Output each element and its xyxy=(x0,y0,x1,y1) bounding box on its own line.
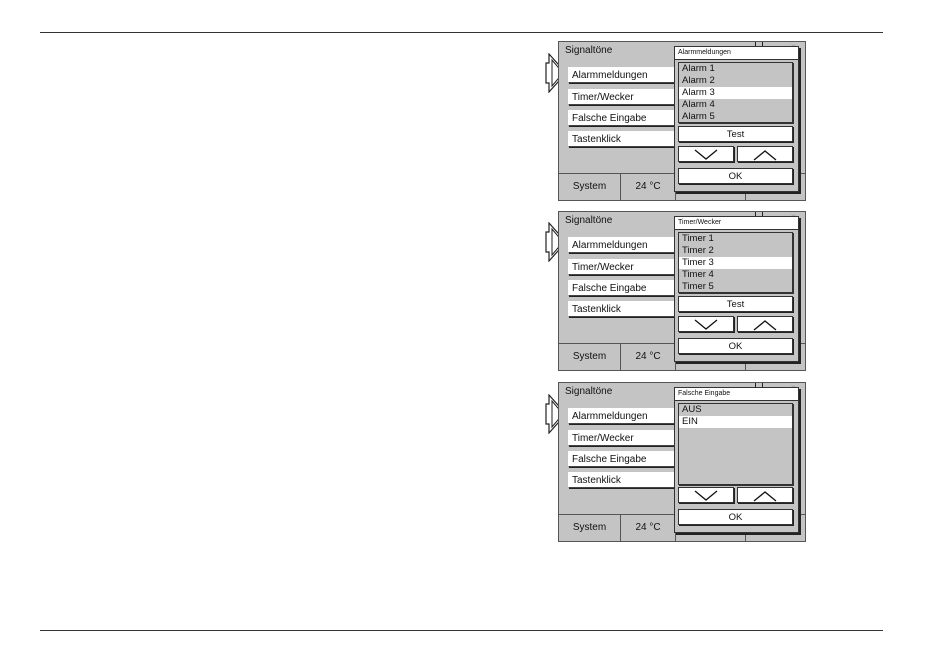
scroll-down-button[interactable] xyxy=(678,487,734,503)
device-screen xyxy=(558,211,806,371)
popup-dialog xyxy=(674,216,799,362)
status-temperature: 24 °C xyxy=(621,174,676,200)
bottom-rule xyxy=(40,630,883,631)
screen-title: Signaltöne xyxy=(565,45,613,56)
screen-title: Signaltöne xyxy=(565,386,613,397)
chevron-up-icon xyxy=(752,149,778,161)
chevron-down-icon xyxy=(693,319,719,331)
status-system[interactable]: System xyxy=(559,174,621,200)
status-system[interactable]: System xyxy=(559,515,621,541)
option-list xyxy=(678,232,793,293)
chevron-down-icon xyxy=(693,490,719,502)
dialog-title: Falsche Eingabe xyxy=(675,388,798,401)
screen-title: Signaltöne xyxy=(565,215,613,226)
status-system[interactable]: System xyxy=(559,344,621,370)
popup-dialog xyxy=(674,387,799,533)
chevron-up-icon xyxy=(752,319,778,331)
list-item[interactable]: Timer 3 xyxy=(679,257,792,269)
chevron-up-icon xyxy=(752,490,778,502)
list-item[interactable]: Timer 5 xyxy=(682,281,714,292)
list-item[interactable]: Alarm 2 xyxy=(682,75,715,86)
chevron-down-icon xyxy=(693,149,719,161)
ok-button[interactable]: OK xyxy=(678,168,793,184)
scroll-up-button[interactable] xyxy=(737,316,793,332)
option-list xyxy=(678,62,793,123)
list-item[interactable]: Timer 1 xyxy=(682,233,714,244)
scroll-up-button[interactable] xyxy=(737,487,793,503)
status-temperature: 24 °C xyxy=(621,344,676,370)
scroll-down-button[interactable] xyxy=(678,316,734,332)
list-item[interactable]: AUS xyxy=(682,404,702,415)
list-item[interactable]: EIN xyxy=(679,416,792,428)
list-item[interactable]: Timer 2 xyxy=(682,245,714,256)
menu-button[interactable]: Alarmmeldungen xyxy=(568,408,681,424)
test-button[interactable]: Test xyxy=(678,296,793,312)
device-screen xyxy=(558,41,806,201)
menu-button[interactable]: Tastenklick xyxy=(568,472,681,488)
list-item[interactable]: Alarm 3 xyxy=(679,87,792,99)
list-item[interactable]: Alarm 5 xyxy=(682,111,715,122)
menu-button[interactable]: Falsche Eingabe xyxy=(568,110,681,126)
list-item[interactable]: Alarm 1 xyxy=(682,63,715,74)
list-item[interactable]: Timer 4 xyxy=(682,269,714,280)
scroll-up-button[interactable] xyxy=(737,146,793,162)
option-list xyxy=(678,403,793,485)
menu-button[interactable]: Falsche Eingabe xyxy=(568,280,681,296)
menu-button[interactable]: Tastenklick xyxy=(568,301,681,317)
menu-button[interactable]: Falsche Eingabe xyxy=(568,451,681,467)
menu-button[interactable]: Alarmmeldungen xyxy=(568,67,681,83)
top-rule xyxy=(40,32,883,33)
device-screen xyxy=(558,382,806,542)
popup-dialog xyxy=(674,46,799,192)
dialog-title: Timer/Wecker xyxy=(675,217,798,230)
ok-button[interactable]: OK xyxy=(678,509,793,525)
ok-button[interactable]: OK xyxy=(678,338,793,354)
menu-button[interactable]: Timer/Wecker xyxy=(568,89,681,105)
menu-button[interactable]: Timer/Wecker xyxy=(568,430,681,446)
menu-button[interactable]: Timer/Wecker xyxy=(568,259,681,275)
dialog-title: Alarmmeldungen xyxy=(675,47,798,60)
test-button[interactable]: Test xyxy=(678,126,793,142)
list-item[interactable]: Alarm 4 xyxy=(682,99,715,110)
scroll-down-button[interactable] xyxy=(678,146,734,162)
menu-button[interactable]: Tastenklick xyxy=(568,131,681,147)
status-temperature: 24 °C xyxy=(621,515,676,541)
menu-button[interactable]: Alarmmeldungen xyxy=(568,237,681,253)
